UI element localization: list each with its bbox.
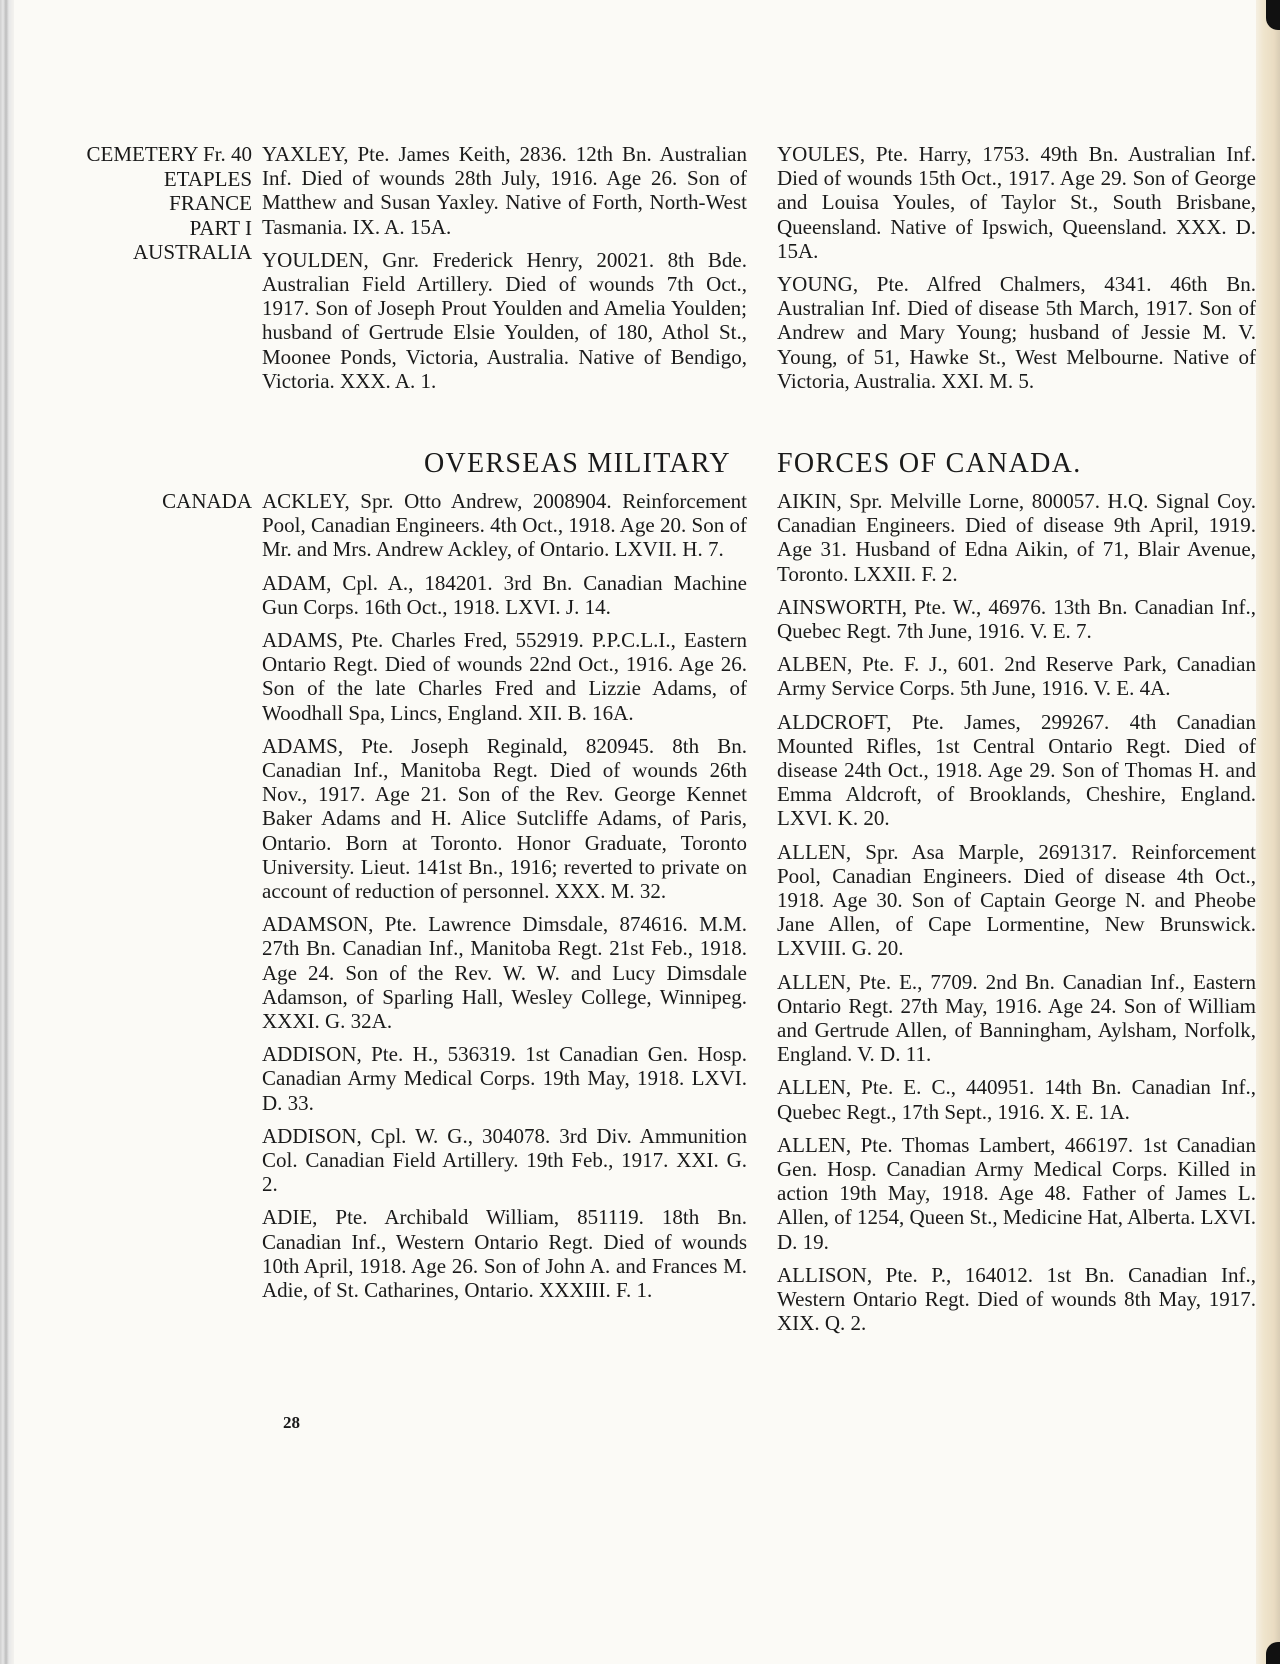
casualty-entry: ADDISON, Pte. H., 536319. 1st Canadian Gen. Hosp. Canadian Army Medical Corps. 19th May, 1918. LXVI. D. 33. — [262, 1042, 747, 1115]
casualty-entry: ALLEN, Pte. E. C., 440951. 14th Bn. Canadian Inf., Quebec Regt., 17th Sept., 1916. X. E. 1A. — [777, 1075, 1256, 1124]
casualty-entry: ALLEN, Spr. Asa Marple, 2691317. Reinforcement Pool, Canadian Engineers. Died of disease 4th Oct., 1918. Age 30. Son of Captain George N. and Pheobe Jane Allen, of Cape Lormentine, New Brunswick. LXVIII. G. 20. — [777, 839, 1256, 961]
canada-column-left — [262, 489, 747, 1311]
casualty-entry: ADIE, Pte. Archibald William, 851119. 18th Bn. Canadian Inf., Western Ontario Regt. Died of wounds 10th April, 1918. Age 26. Son of John A. and Frances M. Adie, of St. Catharines, Ontario. XXXIII. F. 1. — [262, 1205, 747, 1303]
margin-heading-line: AUSTRALIA — [133, 240, 252, 264]
casualty-entry: AINSWORTH, Pte. W., 46976. 13th Bn. Canadian Inf., Quebec Regt. 7th June, 1916. V. E. 7. — [777, 594, 1256, 644]
casualty-entry: ADDISON, Cpl. W. G., 304078. 3rd Div. Ammunition Col. Canadian Field Artillery. 19th Feb., 1917. XXI. G. 2. — [262, 1123, 747, 1197]
australia-column-right — [777, 142, 1256, 402]
casualty-entry: ALBEN, Pte. F. J., 601. 2nd Reserve Park, Canadian Army Service Corps. 5th June, 1916. V. E. 4A. — [777, 652, 1256, 701]
casualty-entry: AIKIN, Spr. Melville Lorne, 800057. H.Q. Signal Coy. Canadian Engineers. Died of disease 9th April, 1919. Age 31. Husband of Edna Aikin, of 71, Blair Avenue, Toronto. LXXII. F. 2. — [777, 489, 1256, 586]
canada-column-right — [777, 489, 1256, 1345]
australia-column-left — [262, 142, 747, 402]
casualty-entry: ALLEN, Pte. Thomas Lambert, 466197. 1st Canadian Gen. Hosp. Canadian Army Medical Corps. Killed in action 19th May, 1918. Age 48. Father of James L. Allen, of 1254, Queen St., Medicine Hat, Alberta. LXVI. D. 19. — [777, 1132, 1256, 1254]
page-number: 28 — [283, 1413, 300, 1432]
margin-heading-line: ETAPLES — [163, 166, 252, 191]
casualty-entry: YOULDEN, Gnr. Frederick Henry, 20021. 8th Bde. Australian Field Artillery. Died of wounds 7th Oct., 1917. Son of Joseph Prout Youlden and Amelia Youlden; husband of Gertrude Elsie Youlden, of 180, Athol St., Moonee Ponds, Victoria, Australia. Native of Bendigo, Victoria. XXX. A. 1. — [262, 247, 747, 393]
casualty-entry: ACKLEY, Spr. Otto Andrew, 2008904. Reinforcement Pool, Canadian Engineers. 4th Oct., 1918. Age 20. Son of Mr. and Mrs. Andrew Ackley, of Ontario. LXVII. H. 7. — [262, 489, 747, 562]
casualty-entry: YOUNG, Pte. Alfred Chalmers, 4341. 46th Bn. Australian Inf. Died of disease 5th March, 1917. Son of Andrew and Mary Young; husband of Jessie M. V. Young, of 51, Hawke St., West Melbourne. Native of Victoria, Australia. XXI. M. 5. — [777, 272, 1256, 393]
casualty-entry: ALDCROFT, Pte. James, 299267. 4th Canadian Mounted Rifles, 1st Central Ontario Regt. Died of disease 24th Oct., 1918. Age 29. Son of Thomas H. and Emma Aldcroft, of Brooklands, Cheshire, England. LXVI. K. 20. — [777, 709, 1256, 831]
book-binding-edge — [1256, 0, 1280, 1664]
margin-heading — [30, 142, 252, 265]
margin-heading-line: FRANCE — [169, 191, 252, 215]
casualty-entry: YOULES, Pte. Harry, 1753. 49th Bn. Australian Inf. Died of wounds 15th Oct., 1917. Age 29. Son of George and Louisa Youles, of Taylor St., South Brisbane, Queensland. Native of Ipswich, Queensland. XXX. D. 15A. — [777, 142, 1256, 263]
margin-heading-line: PART I — [189, 215, 252, 240]
margin-heading-line: CEMETERY Fr. 40 — [86, 142, 252, 166]
casualty-entry: YAXLEY, Pte. James Keith, 2836. 12th Bn. Australian Inf. Died of wounds 28th July, 1916. Age 26. Son of Matthew and Susan Yaxley. Native of Forth, North-West Tasmania. IX. A. 15A. — [262, 142, 747, 239]
page-left-edge — [0, 0, 14, 1664]
casualty-entry: ALLISON, Pte. P., 164012. 1st Bn. Canadian Inf., Western Ontario Regt. Died of wounds 8th May, 1917. XIX. Q. 2. — [777, 1262, 1256, 1336]
section-heading-left: OVERSEAS MILITARY — [424, 448, 731, 479]
casualty-entry: ADAMS, Pte. Joseph Reginald, 820945. 8th Bn. Canadian Inf., Manitoba Regt. Died of wounds 26th Nov., 1917. Age 21. Son of the Rev. George Kennet Baker Adams and H. Alice Sutcliffe Adams, of Paris, Ontario. Born at Toronto. Honor Graduate, Toronto University. Lieut. 141st Bn., 1916; reverted to private on account of reduction of personnel. XXX. M. 32. — [262, 733, 747, 904]
section-label-canada: CANADA — [162, 489, 252, 513]
casualty-entry: ALLEN, Pte. E., 7709. 2nd Bn. Canadian Inf., Eastern Ontario Regt. 27th May, 1916. Age 24. Son of William and Gertrude Allen, of Banningham, Aylsham, Norfolk, England. V. D. 11. — [777, 969, 1256, 1067]
casualty-entry: ADAMS, Pte. Charles Fred, 552919. P.P.C.L.I., Eastern Ontario Regt. Died of wounds 22nd Oct., 1916. Age 26. Son of the late Charles Fred and Lizzie Adams, of Woodhall Spa, Lincs, England. XII. B. 16A. — [262, 628, 747, 725]
casualty-entry: ADAMSON, Pte. Lawrence Dimsdale, 874616. M.M. 27th Bn. Canadian Inf., Manitoba Regt. 21st Feb., 1918. Age 24. Son of the Rev. W. W. and Lucy Dimsdale Adamson, of Sparling Hall, Wesley College, Winnipeg. XXXI. G. 32A. — [262, 912, 747, 1034]
casualty-entry: ADAM, Cpl. A., 184201. 3rd Bn. Canadian Machine Gun Corps. 16th Oct., 1918. LXVI. J. 14. — [262, 570, 747, 619]
section-heading-right: FORCES OF CANADA. — [777, 448, 1082, 479]
